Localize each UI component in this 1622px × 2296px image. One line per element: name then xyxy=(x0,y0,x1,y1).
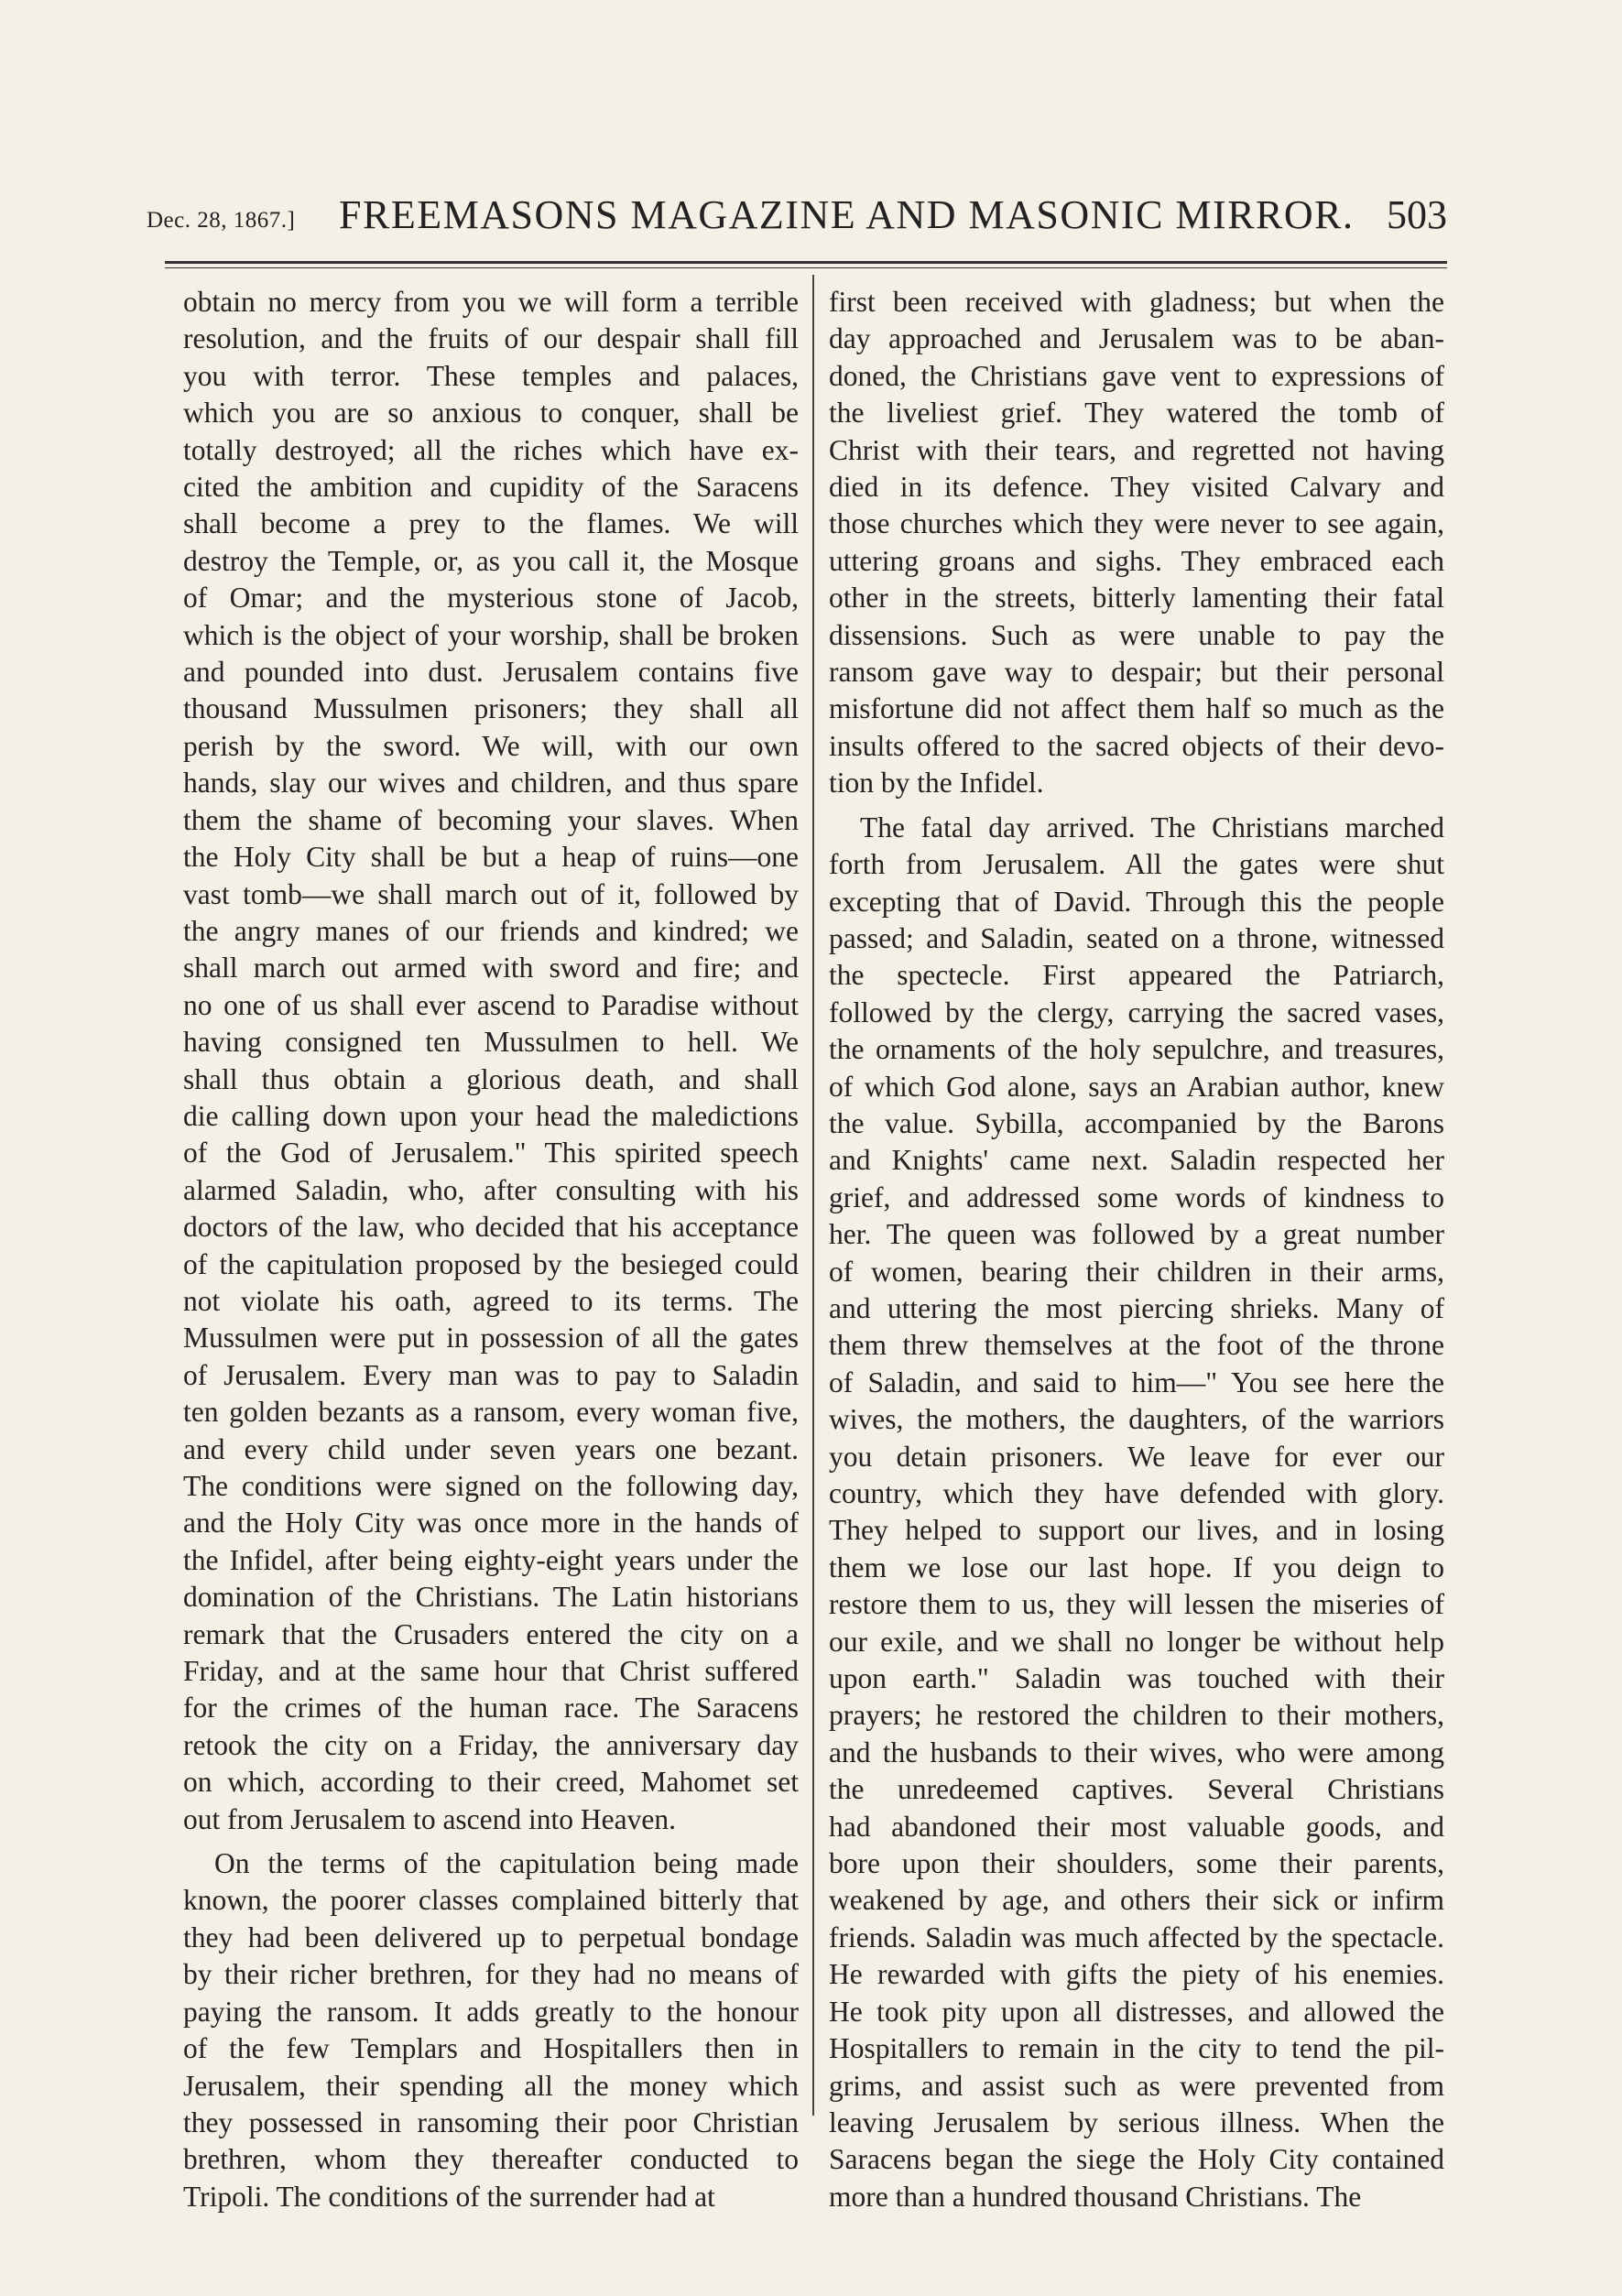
text-line: of the capitulation proposed by the besieged could xyxy=(183,1247,799,1280)
text-line: thousand Mussulmen prisoners; they shall all xyxy=(183,692,799,725)
page-number: 503 xyxy=(1387,192,1447,237)
text-line: weakened by age, and others their sick or infirm xyxy=(829,1884,1444,1917)
text-line: bore upon their shoulders, some their parents, xyxy=(829,1847,1444,1880)
text-line: by their richer brethren, for they had no means of xyxy=(183,1958,799,1991)
text-line: on which, according to their creed, Mahomet set xyxy=(183,1766,799,1799)
page-header xyxy=(147,188,1447,243)
text-line: excepting that of David. Through this the people xyxy=(829,885,1444,918)
text-line: Friday, and at the same hour that Christ suffered xyxy=(183,1655,799,1688)
text-line: hands, slay our wives and children, and thus spare xyxy=(183,767,799,800)
text-line: the spectecle. First appeared the Patriarch, xyxy=(829,959,1444,992)
text-line: out from Jerusalem to ascend into Heaven. xyxy=(183,1802,676,1835)
text-line: shall become a prey to the flames. We will xyxy=(183,507,799,540)
text-line: our exile, and we shall no longer be without help xyxy=(829,1625,1444,1658)
text-line: tion by the Infidel. xyxy=(829,767,1044,800)
left-column xyxy=(183,284,799,2215)
text-line: shall march out armed with sword and fire; and xyxy=(183,952,799,985)
text-line: ransom gave way to despair; but their personal xyxy=(829,656,1444,689)
text-line: misfortune did not affect them half so much as the xyxy=(829,692,1444,725)
text-line: of women, bearing their children in their arms, xyxy=(829,1255,1444,1288)
text-line: The fatal day arrived. The Christians marched xyxy=(860,811,1444,843)
text-line: not violate his oath, agreed to its terms. The xyxy=(183,1284,799,1317)
text-line: Jerusalem, their spending all the money which xyxy=(183,2069,799,2102)
text-line: and every child under seven years one bezant. xyxy=(183,1432,799,1465)
text-line: cited the ambition and cupidity of the Saracens xyxy=(183,471,799,504)
issue-date: Dec. 28, 1867.] xyxy=(147,208,296,233)
text-line: which is the object of your worship, shall be broken xyxy=(183,618,799,651)
text-line: and uttering the most piercing shrieks. Many of xyxy=(829,1291,1444,1324)
text-line: the ornaments of the holy sepulchre, and treasures, xyxy=(829,1033,1444,1066)
text-line: restore them to us, they will lessen the miseries of xyxy=(829,1588,1444,1621)
text-line: no one of us shall ever ascend to Paradise without xyxy=(183,988,799,1021)
text-line: Mussulmen were put in possession of all the gates xyxy=(183,1322,799,1355)
text-line: more than a hundred thousand Christians. The xyxy=(829,2180,1362,2213)
text-line: of the few Templars and Hospitallers then in xyxy=(183,2032,799,2065)
text-line: and pounded into dust. Jerusalem contains five xyxy=(183,656,799,689)
text-line: domination of the Christians. The Latin historians xyxy=(183,1581,799,1614)
text-line: perish by the sword. We will, with our own xyxy=(183,729,799,762)
text-line: alarmed Saladin, who, after consulting with his xyxy=(183,1173,799,1206)
text-line: them we lose our last hope. If you deign to xyxy=(829,1551,1444,1583)
text-line: of which God alone, says an Arabian author, knew xyxy=(829,1070,1444,1103)
text-line: them threw themselves at the foot of the throne xyxy=(829,1329,1444,1362)
text-line: for the crimes of the human race. The Saracens xyxy=(183,1692,799,1725)
text-line: day approached and Jerusalem was to be aban- xyxy=(829,322,1444,355)
text-line: shall thus obtain a glorious death, and shall xyxy=(183,1062,799,1095)
text-line: destroy the Temple, or, as you call it, the Mosque xyxy=(183,544,799,577)
text-line: Hospitallers to remain in the city to tend the pil- xyxy=(829,2032,1444,2065)
text-line: of Omar; and the mysterious stone of Jacob, xyxy=(183,582,799,615)
text-line: the angry manes of our friends and kindred; we xyxy=(183,914,799,947)
text-line: the unredeemed captives. Several Christians xyxy=(829,1773,1444,1806)
text-line: The conditions were signed on the following day, xyxy=(183,1470,799,1502)
text-line: friends. Saladin was much affected by the spectacle. xyxy=(829,1921,1444,1953)
text-line: He rewarded with gifts the piety of his enemies. xyxy=(829,1958,1444,1991)
text-line: ten golden bezants as a ransom, every woman five, xyxy=(183,1396,799,1429)
right-column xyxy=(829,284,1444,2215)
text-line: had abandoned their most valuable goods, and xyxy=(829,1810,1444,1843)
text-line: they possessed in ransoming their poor Christian xyxy=(183,2106,799,2138)
text-line: insults offered to the sacred objects of their devo- xyxy=(829,729,1444,762)
publication-title: FREEMASONS MAGAZINE AND MASONIC MIRROR. xyxy=(339,192,1355,237)
text-line: He took pity upon all distresses, and allowed the xyxy=(829,1995,1444,2028)
text-line: Tripoli. The conditions of the surrender had at xyxy=(183,2180,715,2213)
header-rule-thin xyxy=(165,267,1447,268)
paragraph xyxy=(829,810,1444,2215)
text-line: having consigned ten Mussulmen to hell. We xyxy=(183,1026,799,1059)
text-line: dissensions. Such as were unable to pay the xyxy=(829,618,1444,651)
text-line: her. The queen was followed by a great number xyxy=(829,1218,1444,1251)
text-line: which you are so anxious to conquer, shall be xyxy=(183,397,799,430)
text-line: known, the poorer classes complained bitterly that xyxy=(183,1884,799,1917)
text-line: the Infidel, after being eighty-eight years under the xyxy=(183,1543,799,1576)
text-line: On the terms of the capitulation being made xyxy=(214,1847,799,1880)
text-line: you with terror. These temples and palaces, xyxy=(183,359,799,392)
column-divider xyxy=(812,275,814,2116)
text-line: Saracens began the siege the Holy City contained xyxy=(829,2143,1444,2176)
text-line: the Holy City shall be but a heap of ruins—one xyxy=(183,841,799,874)
text-line: They helped to support our lives, and in losing xyxy=(829,1514,1444,1547)
text-line: retook the city on a Friday, the anniversary day xyxy=(183,1728,799,1761)
text-line: grims, and assist such as were prevented from xyxy=(829,2069,1444,2102)
paragraph xyxy=(829,284,1444,802)
text-line: upon earth." Saladin was touched with their xyxy=(829,1662,1444,1695)
text-line: die calling down upon your head the maledictions xyxy=(183,1099,799,1132)
text-line: brethren, whom they thereafter conducted to xyxy=(183,2143,799,2176)
text-line: doctors of the law, who decided that his acceptance xyxy=(183,1211,799,1244)
text-line: obtain no mercy from you we will form a terrible xyxy=(183,286,799,318)
text-line: of the God of Jerusalem." This spirited speech xyxy=(183,1137,799,1170)
text-line: totally destroyed; all the riches which have ex- xyxy=(183,433,799,466)
text-line: the liveliest grief. They watered the tomb of xyxy=(829,397,1444,430)
text-line: grief, and addressed some words of kindness to xyxy=(829,1181,1444,1213)
text-line: you detain prisoners. We leave for ever our xyxy=(829,1440,1444,1473)
text-line: wives, the mothers, the daughters, of the warriors xyxy=(829,1403,1444,1436)
text-line: they had been delivered up to perpetual bondage xyxy=(183,1921,799,1953)
text-line: remark that the Crusaders entered the city on a xyxy=(183,1617,799,1650)
text-line: other in the streets, bitterly lamenting their fatal xyxy=(829,582,1444,615)
text-line: prayers; he restored the children to their mothers, xyxy=(829,1699,1444,1732)
text-line: and the husbands to their wives, who were among xyxy=(829,1736,1444,1768)
header-rule-thick xyxy=(165,261,1447,264)
text-line: passed; and Saladin, seated on a throne, witnessed xyxy=(829,921,1444,954)
text-line: the value. Sybilla, accompanied by the Barons xyxy=(829,1106,1444,1139)
text-line: uttering groans and sighs. They embraced each xyxy=(829,544,1444,577)
text-line: forth from Jerusalem. All the gates were shut xyxy=(829,848,1444,881)
text-line: leaving Jerusalem by serious illness. When the xyxy=(829,2106,1444,2138)
text-line: vast tomb—we shall march out of it, followed by xyxy=(183,877,799,910)
text-line: country, which they have defended with glory. xyxy=(829,1477,1444,1509)
paragraph xyxy=(183,284,799,1838)
paragraph xyxy=(183,1845,799,2215)
text-line: and Knights' came next. Saladin respected her xyxy=(829,1144,1444,1177)
text-line: followed by the clergy, carrying the sacred vases, xyxy=(829,996,1444,1028)
text-line: died in its defence. They visited Calvary and xyxy=(829,471,1444,504)
text-line: of Saladin, and said to him—" You see here the xyxy=(829,1366,1444,1398)
text-line: those churches which they were never to see again, xyxy=(829,507,1444,540)
text-line: doned, the Christians gave vent to expressions of xyxy=(829,359,1444,392)
text-line: them the shame of becoming your slaves. When xyxy=(183,803,799,836)
text-line: resolution, and the fruits of our despair shall fill xyxy=(183,322,799,355)
text-line: Christ with their tears, and regretted not having xyxy=(829,433,1444,466)
text-line: first been received with gladness; but when the xyxy=(829,286,1444,318)
text-line: and the Holy City was once more in the hands of xyxy=(183,1507,799,1540)
text-line: of Jerusalem. Every man was to pay to Saladin xyxy=(183,1358,799,1391)
text-line: paying the ransom. It adds greatly to the honour xyxy=(183,1995,799,2028)
